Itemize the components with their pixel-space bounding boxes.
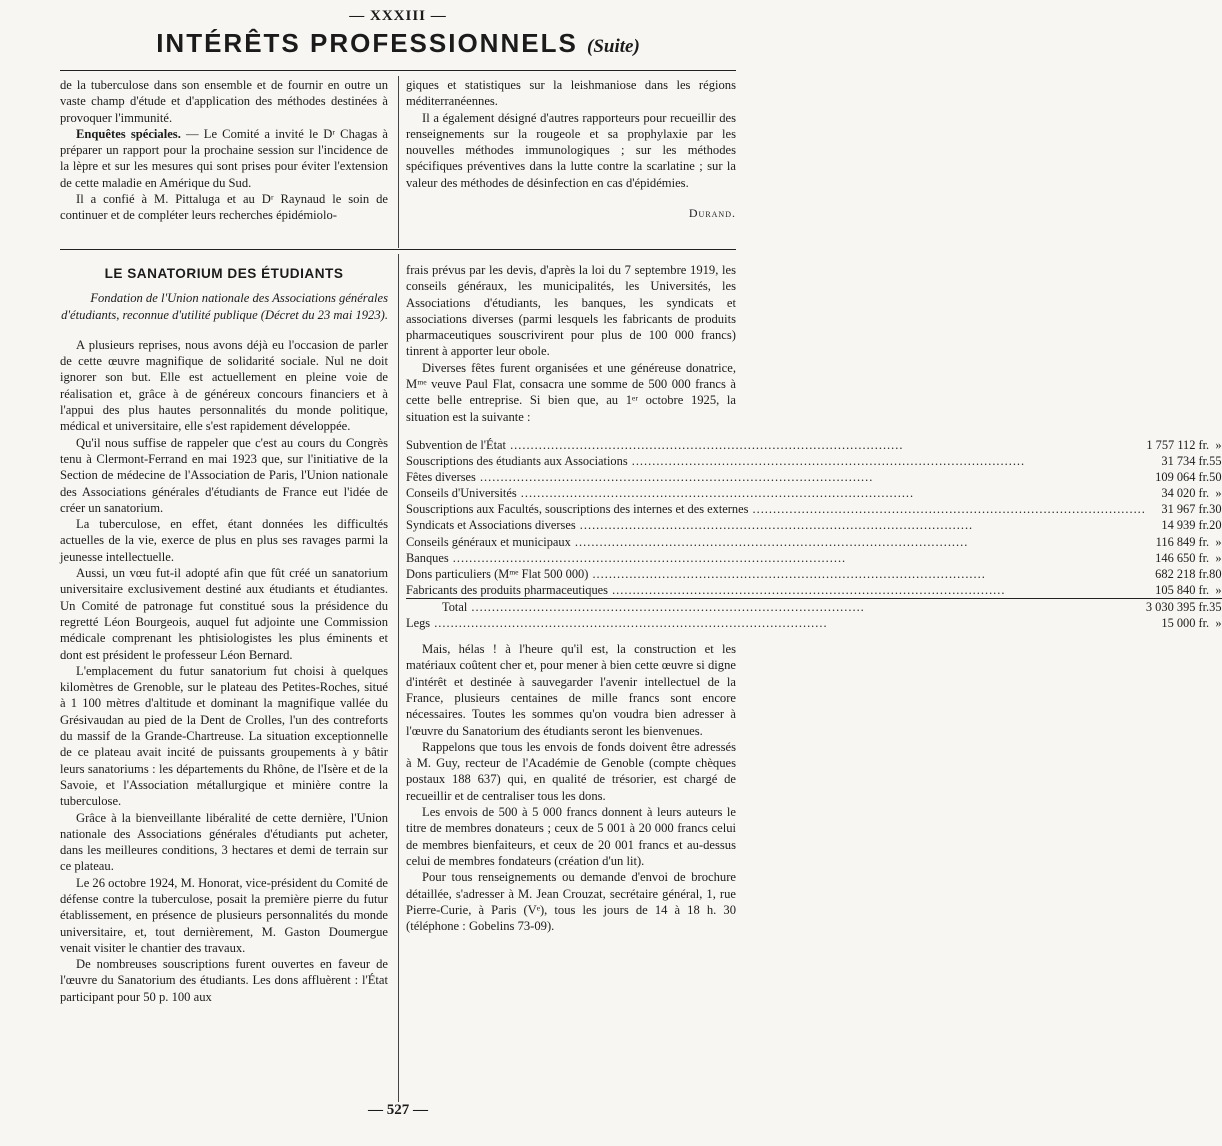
page-number: — 527 — [368,1102,428,1118]
paragraph: Aussi, un vœu fut-il adopté afin que fût créé un sanatorium universitaire exclusivement destiné aux étudiants et étudiantes. Un Comité de patronage fut constitué sous la présidence du regretté Léon Bourgeois, auquel fut adjointe une Commission médicale comprenant les phtisiologistes les plus éminents et dont est président le professeur Léon Bernard. [60,566,388,662]
sanatorium-left-column [60,266,388,1005]
budget-amount: 14 939 [1161,518,1196,533]
budget-label [406,598,1146,615]
budget-label-text: Fabricants des produits pharmaceutiques ..... [406,582,1146,598]
budget-cents: » [1215,550,1222,565]
sanatorium-right-column [406,262,1222,934]
budget-unit: fr. [1198,437,1210,452]
budget-total-row [406,598,1222,615]
budget-amount: 3 030 395 [1145,599,1196,614]
paragraph: Grâce à la bienveillante libéralité de cette dernière, l'Union nationale des Associations générales d'étudiants put acheter, dans les meilleures conditions, 3 hectares et demi de terrain sur ce plateau. [60,810,388,874]
section-rule [60,249,736,250]
budget-unit: fr. [1198,470,1210,485]
header-title [60,28,736,59]
budget-amount: 682 218 [1155,566,1196,581]
paragraph: A plusieurs reprises, nous avons déjà eu l'occasion de parler de cette œuvre magnifique de solidarité sociale. Nul ne doit ignorer son but. Elle est actuellement en pleine voie de réalisation et, grâce à de généreux concours financiers et à l'appui des plus hautes personnalités du monde politique, médical et universitaire, elle s'est rapidement développée. [60,337,388,434]
budget-cents: » [1215,437,1222,452]
paragraph: Le 26 octobre 1924, M. Honorat, vice-président du Comité de défense contre la tuberculose, posait la première pierre du futur établissement, en présence de plusieurs personnalités du monde universitaire, et, tout dernièrement, M. Gaston Doumergue venait visiter le chantier des travaux. [60,875,388,955]
budget-cents: 50 [1209,470,1222,485]
budget-cents: 20 [1209,518,1222,533]
paragraph: Rappelons que tous les envois de fonds doivent être adressés à M. Guy, recteur de l'Académie de Genoble (compte chèques postaux 188 637) qui, en qualité de trésorier, est chargé de recueillir et de centraliser tous les dons. [406,739,736,803]
budget-row [406,615,1222,631]
budget-row [406,485,1222,501]
budget-row [406,517,1222,533]
budget-label-text: Dons particuliers (Mᵐᵉ Flat 500 000) ..... [406,566,1146,582]
budget-unit: fr. [1198,550,1210,565]
budget-label-text: Fêtes diverses ..... [406,469,1146,485]
budget-table [406,437,1222,631]
budget-label [406,566,1146,582]
budget-amount: 34 020 [1161,486,1196,501]
header-suite: (Suite) [587,36,640,57]
paragraph: Mais, hélas ! à l'heure qu'il est, la construction et les matériaux coûtent cher et, pour mener à bien cette œuvre si digne d'intérêt et destinée à sauvegarder l'avenir intellectuel de la France, plusieurs centaines de mille francs sont encore nécessaires. Toutes les sommes qu'on voudra bien adresser à l'œuvre du Sanatorium des étudiants seront les bienvenues. [406,642,736,738]
budget-amount: 116 849 [1155,534,1196,549]
budget-unit: fr. [1198,616,1210,630]
budget-unit: fr. [1198,566,1210,581]
header-title-text: INTÉRÊTS PROFESSIONNELS [156,28,578,58]
paragraph: De nombreuses souscriptions furent ouvertes en faveur de l'œuvre du Sanatorium des étudiants. Les dons affluèrent : l'État participant pour 50 p. 100 aux [60,957,388,1004]
budget-label [406,615,1146,631]
budget-label-text: Souscriptions des étudiants aux Associations ..... [406,453,1146,469]
article-subtitle: Fondation de l'Union nationale des Associations générales d'étudiants, reconnue d'utilité publique (Décret du 23 mai 1923). [61,291,388,322]
article-title: LE SANATORIUM DES ÉTUDIANTS [104,266,344,281]
budget-label [406,517,1146,533]
budget-amount: 109 064 [1155,470,1196,485]
budget-cents: 55 [1209,454,1222,469]
budget-cents: » [1215,534,1222,549]
budget-label-text: Banques ..... [406,550,1146,566]
budget-unit: fr. [1198,582,1210,597]
paragraph: giques et statistiques sur la leishmaniose dans les régions méditerranéennes. [406,78,736,109]
top-right-column [406,77,736,221]
budget-label [406,550,1146,566]
column-divider [398,76,399,248]
budget-amount: 1 757 112 [1146,437,1196,452]
budget-label-text: Conseils d'Universités ..... [406,485,1146,501]
budget-amount: 146 650 [1155,550,1196,565]
budget-unit: fr. [1198,454,1210,469]
budget-label [406,485,1146,501]
budget-row [406,534,1222,550]
paragraph: Il a également désigné d'autres rapporteurs pour recueillir des renseignements sur la rougeole et sa prophylaxie par les nouvelles méthodes immunologiques ; sur les méthodes spécifiques préventives dans la lutte contre la scarlatine ; sur la valeur des méthodes de désinfection en cas d'épidémies. [406,110,736,190]
column-divider [398,254,399,1102]
header-rule [60,70,736,71]
budget-row-head [406,453,1222,469]
section-lead: Enquêtes spéciales. [76,126,181,141]
budget-unit: fr. [1198,502,1210,517]
budget-cents: 30 [1209,502,1222,517]
budget-label [406,437,1146,453]
paragraph [60,126,388,191]
budget-amount: 105 840 [1155,582,1196,597]
journal-page [60,0,1222,1146]
budget-label-text: Legs ..... [406,615,1146,631]
budget-row-head [406,501,1222,517]
budget-cents: 35 [1209,599,1222,614]
paragraph: La tuberculose, en effet, étant données les difficultés actuelles de la vie, exerce de plus en plus ses ravages parmi la jeunesse intellectuelle. [60,517,388,564]
paragraph: Il a confié à M. Pittaluga et au Dʳ Raynaud le soin de continuer et de compléter leurs recherches épidémiolo- [60,192,388,223]
budget-label [406,469,1146,485]
top-left-column [60,77,388,224]
budget-amount: 15 000 [1161,616,1196,630]
budget-row [406,437,1222,453]
budget-row [406,469,1222,485]
budget-label-text: Souscriptions aux Facultés, souscriptions des internes et des externes ..... [406,501,1146,517]
budget-row-head [406,582,1222,599]
budget-cents: » [1215,486,1222,501]
paragraph: Pour tous renseignements ou demande d'envoi de brochure détaillée, s'adresser à M. Jean Crouzat, secrétaire général, 1, rue Pierre-Curie, à Paris (Vᵉ), tous les jours de 14 à 18 h. 30 (téléphone : Gobelins 73-09). [406,870,736,934]
budget-label [406,582,1146,599]
header-page-roman: — XXXIII — [349,8,447,24]
budget-label-text: Subvention de l'État ..... [406,437,1146,453]
budget-unit: fr. [1198,486,1210,501]
author-signature: Durand. [688,206,736,221]
budget-unit: fr. [1198,534,1210,549]
budget-label [406,453,1146,469]
paragraph: Diverses fêtes furent organisées et une généreuse donatrice, Mᵐᵉ veuve Paul Flat, consacra une somme de 500 000 francs à cette belle entreprise. Si bien que, au 1ᵉʳ octobre 1925, la situation est la suivante : [406,360,736,424]
paragraph: Qu'il nous suffise de rappeler que c'est au cours du Congrès tenu à Clermont-Ferrand en mai 1923 que, sur l'initiative de la Section de médecine de l'Association de Paris, l'Union nationale des Associations générales d'étudiants de France eut l'idée de créer un sanatorium. [60,435,388,515]
budget-row [406,550,1222,566]
budget-unit: fr. [1195,598,1209,615]
paragraph: Les envois de 500 à 5 000 francs donnent à leurs auteurs le titre de membres donateurs ; ceux de 5 001 à 20 000 francs celui de membres bienfaiteurs, et ceux de 20 001 francs et au-dessus celui de membres fondateurs (création d'un lit). [406,805,736,868]
budget-amount: 31 734 [1161,454,1196,469]
budget-unit: fr. [1198,518,1210,533]
paragraph-text: — Le Comité a invité le Dʳ Chagas à préparer un rapport pour la prochaine session sur l'incidence de la lèpre et sur les mesures qui sont prises pour éviter l'extension de cette maladie en Amérique du Sud. [60,126,388,190]
budget-amount: 31 967 [1161,502,1196,517]
budget-cents: » [1215,582,1222,597]
paragraph: L'emplacement du futur sanatorium fut choisi à quelques kilomètres de Grenoble, sur le plateau des Petites-Roches, situé à 1 100 mètres d'altitude et dominant la magnifique vallée du Grésivaudan au pied de la Dent de Crolles, l'un des contreforts du massif de la Grande-Chartreuse. La situation exceptionnelle de ce plateau avait incité de puissants groupements à y bâtir leurs sanatoriums : les départements du Rhône, de l'Isère et de la Savoie, et l'Association métallurgique et minière contre la tuberculose. [60,663,388,809]
paragraph: de la tuberculose dans son ensemble et de fournir en outre un vaste champ d'étude et d'application des méthodes destinées à provoquer l'immunité. [60,78,388,125]
budget-label-text: Conseils généraux et municipaux ..... [406,534,1146,550]
budget-cents: » [1215,616,1222,630]
budget-label [406,534,1146,550]
budget-label-text: Syndicats et Associations diverses ..... [406,517,1146,533]
paragraph: frais prévus par les devis, d'après la loi du 7 septembre 1919, les conseils généraux, les municipalités, les Universités, les Associations d'étudiants, les banques, les syndicats et associations diverses (parmi lesquels les fabricants de produits pharmaceutiques souscrivirent pour plus de 100 000 francs) tinrent à apporter leur obole. [406,263,736,359]
budget-label-text: Total ..... [442,599,1146,615]
budget-row [406,566,1222,582]
budget-cents: 80 [1209,566,1222,581]
budget-label [406,501,1146,517]
